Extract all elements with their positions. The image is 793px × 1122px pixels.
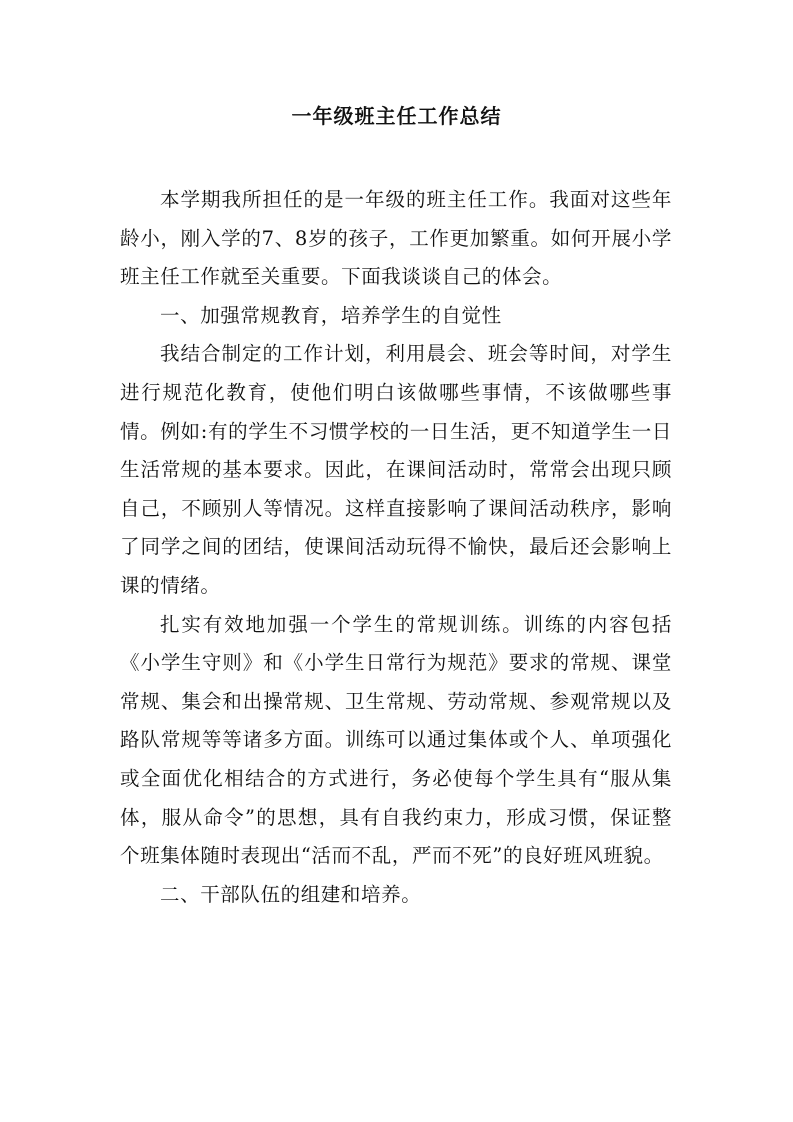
paragraph-routine-education: 我结合制定的工作计划，利用晨会、班会等时间，对学生进行规范化教育，使他们明白该做哪些事情，不该做哪些事情。例如:有的学生不习惯学校的一日生活，更不知道学生一日生活常规的基本要求。因此，在课间活动时，常常会出现只顾自己，不顾别人等情况。这样直接影响了课间活动秩序，影响了同学之间的团结，使课间活动玩得不愉快，最后还会影响上课的情绪。	[120, 342, 672, 597]
paragraph-routine-training: 扎实有效地加强一个学生的常规训练。训练的内容包括《小学生守则》和《小学生日常行为规范》要求的常规、课堂常规、集会和出操常规、卫生常规、劳动常规、参观常规以及路队常规等等诸多方面。训练可以通过集体或个人、单项强化或全面优化相结合的方式进行，务必使每个学生具有“服从集体，服从命令”的思想，具有自我约束力，形成习惯，保证整个班集体随时表现出“活而不乱，严而不死”的良好班风班貌。	[120, 612, 672, 868]
section-heading-2: 二、干部队伍的组建和培养。	[160, 882, 422, 906]
section-heading-1: 一、加强常规教育，培养学生的自觉性	[160, 303, 502, 327]
paragraph-intro: 本学期我所担任的是一年级的班主任工作。我面对这些年龄小，刚入学的7、8岁的孩子，工作更加繁重。如何开展小学班主任工作就至关重要。下面我谈谈自己的体会。	[120, 188, 672, 289]
document-body	[120, 181, 672, 914]
document-title: 一年级班主任工作总结	[291, 104, 502, 128]
